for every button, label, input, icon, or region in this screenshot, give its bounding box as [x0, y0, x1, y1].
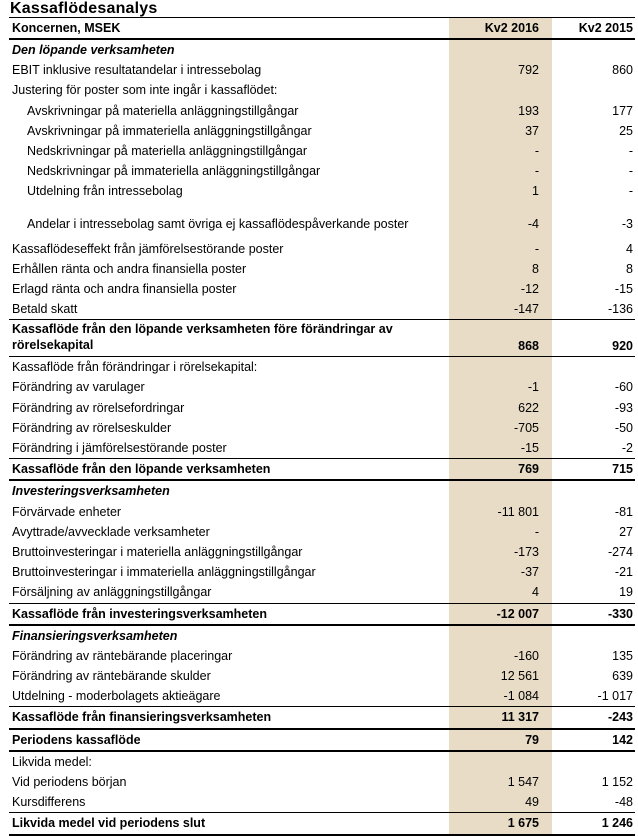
row-value-2016: -	[534, 164, 539, 179]
table-row	[9, 279, 635, 299]
row-value-2015: -274	[607, 544, 633, 559]
row-value-2015: 27	[619, 524, 633, 539]
row-value-2015: -21	[614, 565, 633, 580]
row-label: Utdelning - moderbolagets aktieägare	[12, 689, 221, 704]
row-value-2016: 37	[525, 123, 539, 138]
row-value-2016: 193	[518, 103, 539, 118]
table-row	[9, 398, 635, 418]
section-heading-investing	[9, 481, 635, 501]
table-row	[9, 202, 635, 239]
row-value-2015: -	[628, 184, 633, 199]
row-value-2016: -1	[527, 380, 539, 395]
row-label: Kassaflöde från förändringar i rörelsekapital:	[12, 360, 258, 375]
row-label: Bruttoinvesteringar i materiella anläggningstillgångar	[12, 544, 303, 559]
row-label: Avskrivningar på materiella anläggningstillgångar	[27, 103, 299, 118]
subtotal-row	[9, 707, 635, 729]
row-label: Likvida medel vid periodens slut	[12, 816, 206, 831]
table-row	[9, 141, 635, 161]
row-value-2015: -50	[614, 420, 633, 435]
row-value-2015: 1 246	[601, 816, 633, 831]
row-label: Kassaflöde från finansieringsverksamheten	[12, 710, 272, 725]
row-label: Betald skatt	[12, 302, 78, 317]
row-value-2016: -12 007	[496, 606, 539, 621]
header-col-kv2-2015: Kv2 2015	[578, 21, 633, 35]
period-cash-flow-row	[9, 730, 635, 752]
row-value-2015: -2	[621, 441, 633, 455]
row-value-2016: -173	[513, 544, 539, 559]
row-label: Periodens kassaflöde	[12, 732, 141, 747]
row-value-2015: -	[628, 143, 633, 158]
row-value-2016: -160	[513, 648, 539, 663]
row-label: Vid periodens början	[12, 775, 127, 789]
row-label: Nedskrivningar på immateriella anläggningstillgångar	[27, 164, 321, 179]
row-value-2016: -12	[520, 281, 539, 296]
row-value-2016: 4	[532, 585, 539, 600]
table-row	[9, 239, 635, 259]
row-value-2016: 792	[518, 63, 539, 78]
table-row	[9, 259, 635, 279]
table-row	[9, 772, 635, 792]
row-value-2016: 8	[532, 261, 539, 276]
table-row	[9, 299, 635, 320]
row-value-2016: -	[534, 241, 539, 256]
row-label: Justering för poster som inte ingår i kassaflödet:	[12, 83, 278, 98]
row-value-2016: 12 561	[500, 669, 539, 684]
table-row	[9, 686, 635, 707]
row-label: Kursdifferens	[12, 795, 86, 810]
row-value-2015: 142	[612, 732, 633, 747]
row-label: Förändring av varulager	[12, 380, 145, 395]
row-label: Likvida medel:	[12, 754, 92, 769]
row-label: Försäljning av anläggningstillgångar	[12, 585, 212, 600]
row-value-2015: 860	[612, 63, 633, 78]
row-value-2016: 49	[525, 795, 539, 810]
row-label: Förändring i jämförelsestörande poster	[12, 441, 227, 455]
table-row	[9, 80, 635, 100]
row-value-2015: -3	[621, 216, 633, 231]
row-label: Erlagd ränta och andra finansiella poster	[12, 281, 237, 296]
row-label: Avskrivningar på immateriella anläggningstillgångar	[27, 123, 312, 138]
row-label: Kassaflöde från den löpande verksamheten före förändringar av rörelsekapital	[12, 322, 393, 353]
row-value-2015: 8	[626, 261, 633, 276]
row-label: Utdelning från intressebolag	[27, 184, 183, 199]
row-value-2015: -1 017	[597, 689, 633, 704]
row-label: Förvärvade enheter	[12, 504, 122, 519]
row-label: Bruttoinvesteringar i immateriella anläggningstillgångar	[12, 565, 316, 580]
row-label: Avyttrade/avvecklade verksamheter	[12, 524, 210, 539]
row-value-2016: 11 317	[501, 710, 539, 725]
row-label: Förändring av rörelsefordringar	[12, 400, 185, 415]
row-value-2016: -	[534, 524, 539, 539]
row-label: Investeringsverksamheten	[12, 484, 170, 499]
row-label: Förändring av rörelseskulder	[12, 420, 172, 435]
row-value-2016: 79	[525, 732, 539, 747]
subtotal-row	[9, 459, 635, 481]
row-value-2016: 1 547	[507, 775, 539, 789]
row-value-2015: -	[628, 164, 633, 179]
row-label: Den löpande verksamheten	[12, 43, 175, 57]
cash-flow-table	[9, 17, 635, 836]
row-value-2015: -136	[607, 302, 633, 317]
row-value-2015: 177	[612, 103, 633, 118]
table-row	[9, 357, 635, 377]
table-header	[9, 17, 635, 40]
row-value-2016: -15	[520, 441, 539, 455]
row-value-2016: -	[534, 143, 539, 158]
row-label: Erhållen ränta och andra finansiella poster	[12, 261, 247, 276]
row-value-2016: 622	[518, 400, 539, 415]
row-label: Förändring av räntebärande placeringar	[12, 648, 233, 663]
table-row	[9, 377, 635, 397]
row-value-2016: -705	[513, 420, 539, 435]
row-value-2016: 769	[518, 462, 539, 477]
row-label: Kassaflöde från den löpande verksamheten	[12, 462, 271, 477]
row-value-2015: -81	[614, 504, 633, 519]
row-value-2015: 25	[619, 123, 633, 138]
total-row	[9, 813, 635, 835]
row-value-2016: -37	[520, 565, 539, 580]
row-label: Kassaflöde från investeringsverksamheten	[12, 606, 267, 621]
row-value-2015: -93	[614, 400, 633, 415]
row-value-2016: -11 801	[497, 504, 539, 519]
table-row	[9, 502, 635, 522]
row-value-2015: 19	[619, 585, 633, 600]
row-label: EBIT inklusive resultatandelar i intressebolag	[12, 63, 262, 78]
table-row	[9, 792, 635, 813]
row-value-2015: -48	[614, 795, 633, 810]
table-row	[9, 752, 635, 772]
table-row	[9, 666, 635, 686]
row-label: Kassaflödeseffekt från jämförelsestörande poster	[12, 241, 284, 256]
table-row	[9, 582, 635, 603]
row-value-2015: -15	[614, 281, 633, 296]
table-row	[9, 562, 635, 582]
row-value-2015: 4	[626, 241, 633, 256]
row-label: Nedskrivningar på materiella anläggningstillgångar	[27, 143, 308, 158]
table-row	[9, 418, 635, 438]
row-label: Förändring av räntebärande skulder	[12, 669, 211, 684]
header-label: Koncernen, MSEK	[12, 21, 121, 35]
table-row	[9, 60, 635, 80]
table-row	[9, 101, 635, 121]
row-value-2016: 1 675	[507, 816, 539, 831]
row-value-2015: 639	[612, 669, 633, 684]
row-value-2016: -1 084	[503, 689, 539, 704]
row-value-2016: -4	[527, 216, 539, 231]
row-value-2015: 715	[612, 462, 633, 477]
table-row	[9, 646, 635, 666]
row-value-2016: 1	[532, 184, 539, 199]
page-title: Kassaflödesanalys	[10, 0, 158, 17]
row-value-2015: 135	[612, 648, 633, 663]
table-row	[9, 542, 635, 562]
row-label: Finansieringsverksamheten	[12, 628, 178, 643]
section-heading-financing	[9, 626, 635, 646]
row-value-2015: -243	[607, 710, 633, 725]
subtotal-row	[9, 604, 635, 626]
table-row	[9, 121, 635, 141]
row-label: Andelar i intressebolag samt övriga ej kassaflödespåverkande poster	[27, 216, 409, 231]
subtotal-row	[9, 320, 635, 357]
table-row	[9, 522, 635, 542]
header-col-kv2-2016: Kv2 2016	[484, 21, 539, 35]
table-row	[9, 181, 635, 201]
row-value-2016: -147	[513, 302, 539, 317]
row-value-2015: -60	[614, 380, 633, 395]
table-row	[9, 438, 635, 459]
table-row	[9, 161, 635, 181]
row-value-2016: 868	[518, 339, 539, 354]
row-value-2015: -330	[607, 606, 633, 621]
row-value-2015: 920	[612, 339, 633, 354]
row-value-2015: 1 152	[601, 775, 633, 789]
section-heading-operating	[9, 40, 635, 60]
